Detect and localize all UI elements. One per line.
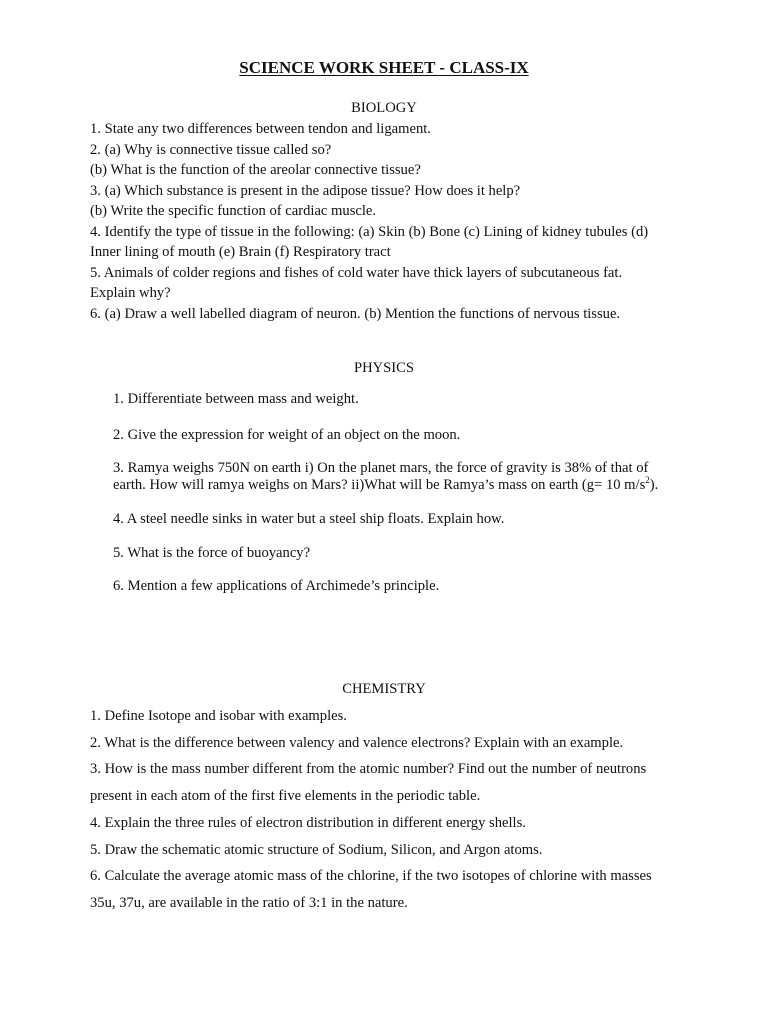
chemistry-line: 2. What is the difference between valency and valence electrons? Explain with an example. [90, 734, 624, 751]
physics-line-text: ). [649, 477, 659, 493]
physics-question [113, 427, 460, 444]
chemistry-line: 1. Define Isotope and isobar with examples. [90, 708, 347, 724]
physics-line: 3. Ramya weighs 750N on earth i) On the planet mars, the force of gravity is 38% of that of [113, 460, 649, 476]
physics-question [113, 511, 504, 528]
physics-line: 4. A steel needle sinks in water but a steel ship floats. Explain how. [113, 511, 505, 527]
chemistry-line: 4. Explain the three rules of electron distribution in different energy shells. [90, 814, 526, 831]
biology-line: Explain why? [90, 285, 171, 301]
physics-heading: PHYSICS [353, 360, 415, 376]
biology-line: Inner lining of mouth (e) Brain (f) Respiratory tract [90, 244, 391, 260]
chemistry-heading: CHEMISTRY [342, 681, 426, 697]
biology-line: 1. State any two differences between tendon and ligament. [90, 121, 431, 137]
page-title: SCIENCE WORK SHEET - CLASS-IX [239, 58, 529, 77]
superscript: 2 [645, 475, 650, 486]
biology-line: 6. (a) Draw a well labelled diagram of neuron. (b) Mention the functions of nervous tissue. [90, 305, 621, 322]
physics-line: 6. Mention a few applications of Archimede’s principle. [113, 578, 440, 594]
physics-line: 1. Differentiate between mass and weight. [113, 391, 359, 407]
physics-question [113, 391, 359, 408]
biology-questions [90, 119, 690, 324]
biology-line: 2. (a) Why is connective tissue called so? [90, 141, 332, 158]
chemistry-line: 35u, 37u, are available in the ratio of 3:1 in the nature. [90, 894, 408, 911]
biology-line: 5. Animals of colder regions and fishes of cold water have thick layers of subcutaneous fat. [90, 264, 623, 281]
physics-line-continued [113, 477, 693, 494]
physics-question [113, 460, 693, 494]
biology-heading: BIOLOGY [351, 100, 417, 116]
chemistry-line: 3. How is the mass number different from the atomic number? Find out the number of neutrons [90, 761, 647, 778]
chemistry-line: 5. Draw the schematic atomic structure of Sodium, Silicon, and Argon atoms. [90, 841, 543, 858]
physics-question [113, 545, 310, 562]
physics-line: 5. What is the force of buoyancy? [113, 545, 311, 561]
biology-line: 3. (a) Which substance is present in the adipose tissue? How does it help? [90, 182, 521, 199]
biology-line: 4. Identify the type of tissue in the following: (a) Skin (b) Bone (c) Lining of kidney tubules (d) [90, 223, 649, 240]
chemistry-questions [90, 703, 690, 917]
physics-question [113, 578, 439, 595]
physics-line: 2. Give the expression for weight of an object on the moon. [113, 427, 461, 443]
chemistry-line: present in each atom of the first five elements in the periodic table. [90, 788, 481, 805]
biology-line: (b) What is the function of the areolar connective tissue? [90, 162, 421, 178]
chemistry-line: 6. Calculate the average atomic mass of the chlorine, if the two isotopes of chlorine with masses [90, 868, 652, 885]
physics-line-text: earth. How will ramya weighs on Mars? ii)What will be Ramya’s mass on earth (g= 10 m/s [113, 477, 646, 493]
biology-line: (b) Write the specific function of cardiac muscle. [90, 203, 377, 219]
